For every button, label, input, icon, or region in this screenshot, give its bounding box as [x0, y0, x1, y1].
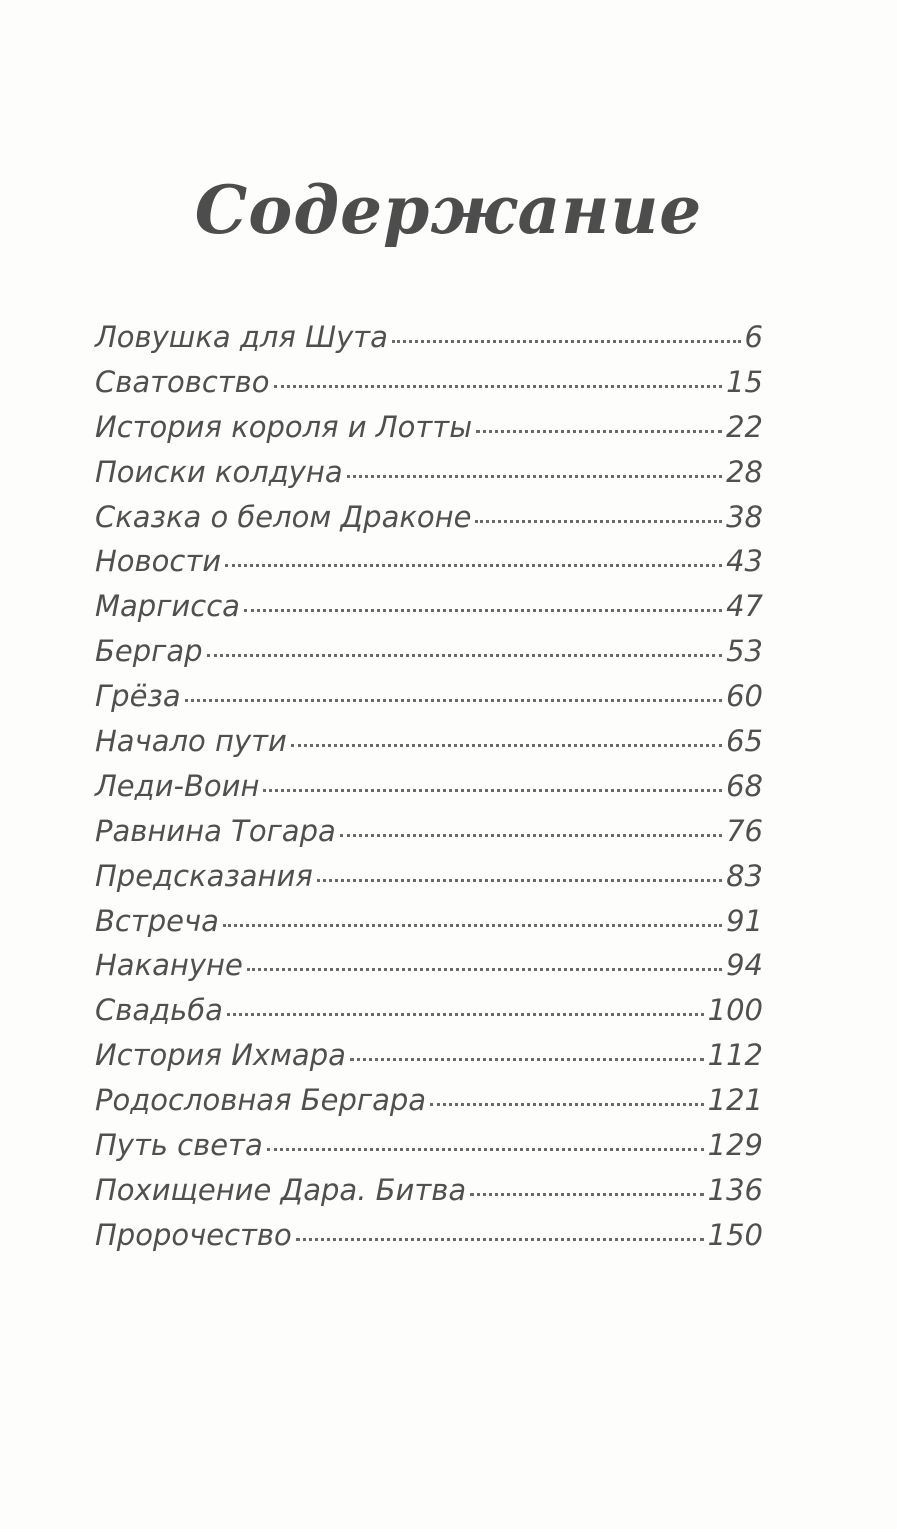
toc-entry-page-number: 100 [707, 993, 763, 1028]
toc-entry [95, 1173, 763, 1218]
page-title: Содержание [194, 171, 703, 249]
toc-entry-title: Сказка о белом Драконе [95, 499, 472, 534]
toc-entry-title: Новости [95, 544, 222, 579]
toc-entry-page-number: 83 [726, 858, 763, 893]
toc-entry-title: Начало пути [95, 724, 287, 759]
dot-leader [274, 385, 723, 388]
toc-entry [95, 993, 763, 1038]
dot-leader [340, 834, 722, 837]
toc-entry [95, 589, 763, 634]
toc-entry [95, 500, 763, 545]
toc-entry-title: Грёза [95, 679, 181, 714]
dot-leader [227, 1013, 704, 1016]
toc-entry-title: Поиски колдуна [95, 454, 343, 489]
toc-entry-title: Накануне [95, 948, 243, 983]
toc-entry-page-number: 91 [726, 903, 763, 938]
toc-entry-title: Путь света [95, 1128, 263, 1163]
toc-entry [95, 634, 763, 679]
toc-entry-title: Сватовство [95, 364, 270, 399]
toc-entry [95, 724, 763, 769]
toc-entry-page-number: 150 [707, 1217, 763, 1252]
dot-leader [296, 1238, 704, 1241]
toc-entry-page-number: 94 [726, 948, 763, 983]
dot-leader [347, 475, 722, 478]
toc-entry-title: Ловушка для Шута [95, 320, 388, 354]
toc-entry-title: Родословная Бергара [95, 1083, 427, 1118]
toc-entry-title: История Ихмара [95, 1038, 346, 1073]
toc-entry [95, 1128, 763, 1173]
toc-entry-title: Предсказания [95, 858, 313, 893]
toc-entry-page-number: 43 [726, 544, 763, 579]
dot-leader [317, 879, 722, 882]
toc-entry-title: История короля и Лотты [95, 409, 473, 444]
toc-entry-page-number: 60 [726, 679, 763, 714]
toc-entry-page-number: 38 [726, 499, 763, 534]
dot-leader [476, 430, 722, 433]
toc-entry-page-number: 112 [707, 1038, 763, 1073]
toc-entry-title: Маргисса [95, 589, 240, 624]
toc-entry [95, 904, 763, 949]
toc-entry [95, 320, 763, 365]
dot-leader [475, 520, 722, 523]
toc-entry-page-number: 65 [726, 724, 763, 759]
dot-leader [291, 744, 722, 747]
toc-entry-title: Свадьба [95, 993, 223, 1028]
toc-entry [95, 1218, 763, 1263]
toc-entry-title: Леди-Воин [95, 768, 260, 803]
toc-entry-page-number: 6 [744, 320, 763, 354]
toc-entry [95, 948, 763, 993]
dot-leader [392, 340, 741, 343]
dot-leader [247, 968, 722, 971]
toc-entry-page-number: 68 [726, 768, 763, 803]
toc-entry [95, 365, 763, 410]
toc-entry [95, 769, 763, 814]
toc-entry-page-number: 15 [726, 364, 763, 399]
dot-leader [470, 1193, 704, 1196]
toc-entry [95, 455, 763, 500]
dot-leader [207, 654, 723, 657]
toc-entry-page-number: 136 [707, 1172, 763, 1207]
toc-entry-page-number: 121 [707, 1083, 763, 1118]
toc-entry-page-number: 47 [726, 589, 763, 624]
dot-leader [223, 924, 722, 927]
toc-entry-page-number: 28 [726, 454, 763, 489]
toc-entry-title: Встреча [95, 903, 219, 938]
toc-entry [95, 1083, 763, 1128]
dot-leader [185, 699, 722, 702]
dot-leader [267, 1148, 704, 1151]
toc-entry-title: Бергар [95, 634, 203, 669]
toc-entry-page-number: 22 [726, 409, 763, 444]
toc-entry [95, 859, 763, 904]
dot-leader [350, 1058, 704, 1061]
toc-entry-title: Равнина Тогара [95, 813, 336, 848]
toc-entry [95, 679, 763, 724]
dot-leader [244, 609, 722, 612]
dot-leader [225, 564, 722, 567]
toc-entry-page-number: 76 [726, 813, 763, 848]
toc-entry [95, 410, 763, 455]
dot-leader [430, 1103, 704, 1106]
toc-entry [95, 1038, 763, 1083]
toc-entry [95, 544, 763, 589]
table-of-contents [95, 320, 763, 1263]
dot-leader [263, 789, 722, 792]
toc-entry [95, 814, 763, 859]
toc-entry-title: Похищение Дара. Битва [95, 1172, 467, 1207]
toc-entry-title: Пророчество [95, 1217, 292, 1252]
toc-entry-page-number: 53 [726, 634, 763, 669]
toc-entry-page-number: 129 [707, 1128, 763, 1163]
